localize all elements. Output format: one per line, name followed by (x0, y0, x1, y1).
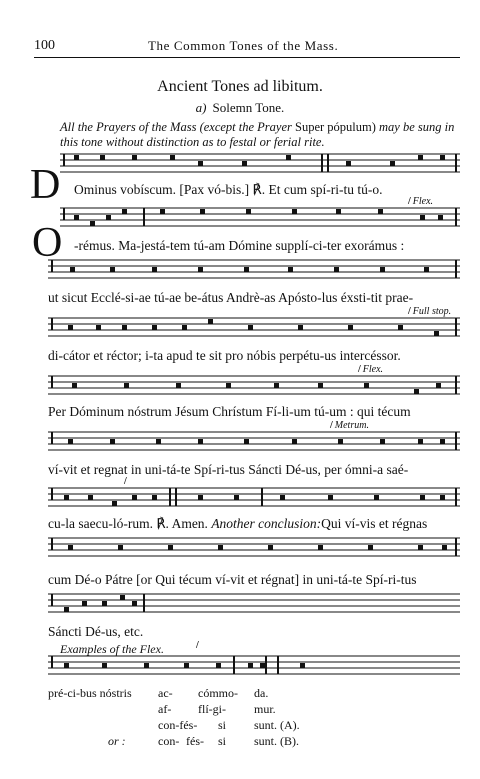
example-row-4-col-4: si (218, 734, 227, 748)
intro-part2: may be sung in this tone without distinction as to festal or ferial rite. (60, 120, 455, 149)
staff-lines-9 (48, 592, 460, 614)
mark-flex-1-label: Flex. (412, 196, 434, 207)
lyric-line-1: Ominus vobíscum. [Pax vó-bis.] ℟. Et cum spí-ri-tu tú-o. (74, 182, 383, 197)
chant-staff-1 (60, 152, 460, 174)
lyric-line-7b: Qui ví-vis et régnas (321, 516, 428, 531)
flex-mark-icon: / (408, 196, 411, 207)
example-row-1-col-1: pré-ci-bus nóstris (48, 686, 132, 700)
staff-lines-10 (48, 654, 460, 676)
staff-lines-5 (48, 374, 460, 396)
mark-full-stop-label: Full stop. (412, 306, 452, 317)
section-title: Ancient Tones ad libitum. (157, 78, 323, 95)
lyric-line-7a: cu-la saecu-ló-rum. ℟. Amen. (48, 516, 208, 531)
mark-flex-4 (196, 640, 201, 651)
lyric-line-6: ví-vit et regnat in uni-tá-te Spí-ri-tus Sáncti Dé-us, per ómni-a saé- (48, 462, 409, 477)
header-rule (34, 57, 460, 58)
another-conclusion-label: Another conclusion: (211, 516, 322, 531)
chant-staff-10 (48, 654, 460, 676)
subsection-title (0, 100, 480, 116)
intro-rubric (60, 120, 460, 150)
chant-staff-2 (60, 206, 460, 228)
lyric-line-7 (48, 516, 427, 532)
staff-lines-6 (48, 430, 460, 452)
lyric-line-8: cum Dé-o Pátre [or Qui técum ví-vit et régnat] in uni-tá-te Spí-ri-tus (48, 572, 417, 587)
staff-lines-8 (48, 536, 460, 558)
example-row-1-col-3: cómmo- (198, 686, 238, 700)
intro-part1: All the Prayers of the Mass (except the Prayer (60, 120, 292, 134)
intro-word: Super pópulum) (295, 120, 376, 134)
staff-lines-4 (48, 316, 460, 338)
example-row-3-col-2: si (218, 718, 227, 732)
example-row-2-col-1: af- (158, 702, 172, 716)
lyric-line-5: Per Dóminum nóstrum Jésum Chrístum Fí-li-um tú-um : qui técum (48, 404, 411, 419)
example-row-2-col-3: mur. (254, 702, 276, 716)
chant-staff-4 (48, 316, 460, 338)
chant-staff-8 (48, 536, 460, 558)
flex-mark-icon: / (358, 364, 361, 375)
full-stop-mark-icon: / (408, 306, 411, 317)
mark-flex-2-label: Flex. (362, 364, 384, 375)
example-row-4-col-5: sunt. (B). (254, 734, 299, 748)
page-number: 100 (34, 38, 55, 53)
running-title: The Common Tones of the Mass. (148, 38, 339, 53)
lyric-line-9-text: Sáncti Dé-us, etc. (48, 624, 144, 639)
example-row-1-col-2: ac- (158, 686, 173, 700)
examples-label: Examples of the Flex. (60, 642, 164, 656)
chant-staff-7 (48, 486, 460, 508)
chant-staff-6 (48, 430, 460, 452)
chant-staff-3 (48, 258, 460, 280)
example-row-1-col-4: da. (254, 686, 269, 700)
example-row-4-col-2: con- (158, 734, 180, 748)
lyric-line-9 (48, 624, 143, 640)
staff-lines-3 (48, 258, 460, 280)
subsection-text: Solemn Tone. (212, 100, 285, 115)
flex-mark-icon: / (196, 640, 199, 651)
lyric-line-3: ut sicut Ecclé-si-ae tú-ae be-átus Andrè-as Apósto-lus éxsti-tit prae- (48, 290, 414, 305)
staff-lines-1 (60, 152, 460, 174)
example-row-3-col-1: con-fés- (158, 718, 198, 732)
staff-lines-2 (60, 206, 460, 228)
example-row-4-col-3: fés- (186, 734, 204, 748)
example-row-2-col-2: flí-gi- (198, 702, 226, 716)
drop-cap-d: D (30, 162, 61, 208)
flex-mark-icon: / (124, 476, 127, 487)
mark-metrum-label: Metrum. (334, 420, 369, 431)
drop-cap-o: O (32, 220, 63, 266)
staff-lines-7 (48, 486, 460, 508)
metrum-mark-icon: / (330, 420, 333, 431)
lyric-line-4: di-cátor et réctor; i-ta apud te sit pro nóbis perpétu-us intercéssor. (48, 348, 401, 363)
subsection-label: a) (195, 100, 207, 115)
chant-staff-9 (48, 592, 460, 614)
example-row-3-col-3: sunt. (A). (254, 718, 300, 732)
lyric-line-2: -rémus. Ma-jestá-tem tú-am Dómine supplí-ci-ter exorámus : (74, 238, 405, 253)
chant-staff-5 (48, 374, 460, 396)
example-row-4-col-1: or : (108, 734, 126, 748)
